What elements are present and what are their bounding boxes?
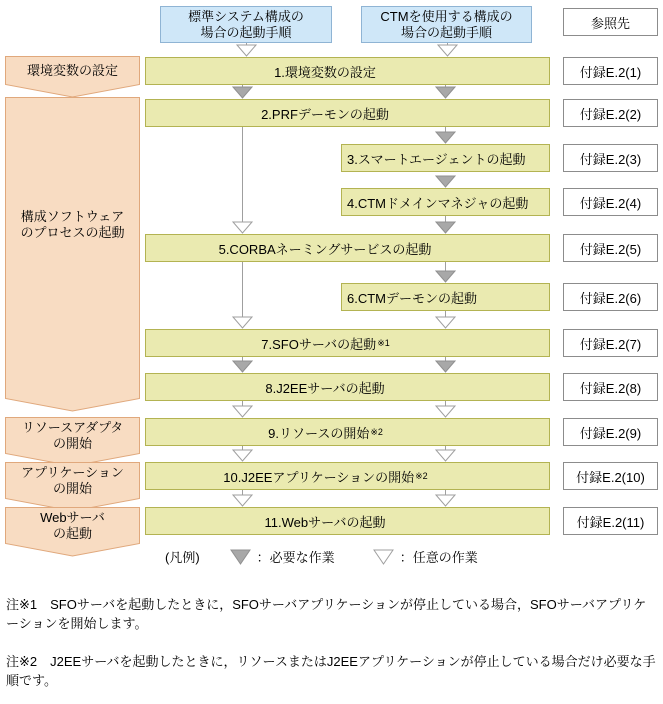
step-ref-7 bbox=[563, 329, 658, 357]
step-ref-11 bbox=[563, 507, 658, 535]
phase-label-line1: アプリケーション bbox=[21, 465, 124, 480]
reference-column-header-label: 参照先 bbox=[590, 15, 630, 31]
step-label: 5.CORBAネーミングサービスの起動 bbox=[218, 241, 432, 257]
step-label: 3.スマートエージェントの起動 bbox=[347, 151, 526, 167]
step-ref-6 bbox=[563, 283, 658, 311]
optional-arrow-icon bbox=[232, 405, 253, 418]
note-2: 注※2 J2EEサーバを起動したときに，リソースまたはJ2EEアプリケーションが停止している場合だけ必要な手順です。 bbox=[6, 654, 656, 688]
column-header-ctm-line2: 場合の起動手順 bbox=[400, 24, 492, 40]
required-arrow-icon bbox=[435, 360, 456, 373]
column-header-standard-line2: 場合の起動手順 bbox=[200, 24, 292, 40]
phase-web-server-start bbox=[5, 507, 140, 557]
ref-label: 付録E.2(1) bbox=[579, 64, 642, 80]
ref-label: 付録E.2(4) bbox=[579, 195, 642, 211]
step-ref-1 bbox=[563, 57, 658, 85]
step-label: 8.J2EEサーバの起動 bbox=[265, 380, 385, 396]
optional-arrow-icon bbox=[435, 405, 456, 418]
connector-line bbox=[242, 127, 243, 223]
step-note-sup: ※1 bbox=[377, 337, 390, 348]
note-1: 注※1 SFOサーバを起動したときに，SFOサーバアプリケーションが停止している場合，SFOサーバアプリケーションを開始します。 bbox=[6, 597, 647, 631]
step-ref-3 bbox=[563, 144, 658, 172]
reference-column-header bbox=[563, 8, 658, 36]
optional-arrow-icon bbox=[236, 44, 257, 57]
column-header-standard-line1: 標準システム構成の bbox=[188, 8, 304, 24]
ref-label: 付録E.2(9) bbox=[579, 425, 642, 441]
legend-title: (凡例) bbox=[165, 550, 200, 565]
step-box-3 bbox=[341, 144, 550, 172]
optional-arrow-icon bbox=[232, 449, 253, 462]
step-label: 6.CTMデーモンの起動 bbox=[347, 290, 478, 306]
step-ref-2 bbox=[563, 99, 658, 127]
phase-software-process-start bbox=[5, 97, 140, 412]
step-box-11 bbox=[145, 507, 550, 535]
step-label: 11.Webサーバの起動 bbox=[264, 514, 386, 530]
ref-label: 付録E.2(6) bbox=[579, 290, 642, 306]
legend bbox=[163, 547, 480, 566]
required-arrow-icon bbox=[435, 221, 456, 234]
required-arrow-icon bbox=[232, 360, 253, 373]
phase-label bbox=[5, 209, 140, 241]
step-box-9 bbox=[145, 418, 550, 446]
phase-label-line2: の開始 bbox=[52, 436, 92, 451]
optional-arrow-icon bbox=[435, 449, 456, 462]
step-label: 9.リソースの開始 bbox=[268, 425, 370, 441]
phase-label-line1: 構成ソフトウェア bbox=[20, 209, 125, 224]
connector-line bbox=[242, 262, 243, 318]
phase-label-line1: リソースアダプタ bbox=[21, 420, 124, 435]
phase-label-line2: の起動 bbox=[52, 526, 92, 541]
step-box-5 bbox=[145, 234, 550, 262]
phase-label bbox=[5, 510, 140, 542]
step-ref-5 bbox=[563, 234, 658, 262]
ref-label: 付録E.2(5) bbox=[579, 241, 642, 257]
ref-label: 付録E.2(11) bbox=[576, 514, 645, 530]
step-box-1 bbox=[145, 57, 550, 85]
column-header-ctm bbox=[361, 6, 532, 43]
required-arrow-icon bbox=[232, 86, 253, 99]
optional-arrow-icon bbox=[435, 494, 456, 507]
ref-label: 付録E.2(2) bbox=[579, 106, 642, 122]
step-box-4 bbox=[341, 188, 550, 216]
ref-label: 付録E.2(8) bbox=[579, 380, 642, 396]
step-label: 4.CTMドメインマネジャの起動 bbox=[347, 195, 529, 211]
footnotes bbox=[6, 595, 658, 704]
step-box-7 bbox=[145, 329, 550, 357]
required-arrow-icon bbox=[435, 86, 456, 99]
phase-label-line1: Webサーバ bbox=[40, 510, 105, 525]
step-box-2 bbox=[145, 99, 550, 127]
phase-label bbox=[5, 420, 140, 452]
ref-label: 付録E.2(10) bbox=[576, 469, 645, 485]
legend-required-label: ：必要な作業 bbox=[256, 550, 335, 565]
phase-resource-adapter-start bbox=[5, 417, 140, 467]
step-box-10 bbox=[145, 462, 550, 490]
optional-arrow-icon bbox=[373, 549, 394, 565]
legend-optional-label: ：任意の作業 bbox=[399, 550, 478, 565]
column-header-standard bbox=[160, 6, 332, 43]
step-label: 10.J2EEアプリケーションの開始 bbox=[223, 469, 415, 485]
phase-label bbox=[5, 465, 140, 497]
step-label: 7.SFOサーバの起動 bbox=[261, 336, 377, 352]
step-box-8 bbox=[145, 373, 550, 401]
step-note-sup: ※2 bbox=[415, 470, 428, 481]
required-arrow-icon bbox=[435, 270, 456, 283]
optional-arrow-icon bbox=[232, 494, 253, 507]
phase-application-start bbox=[5, 462, 140, 512]
step-ref-10 bbox=[563, 462, 658, 490]
step-ref-8 bbox=[563, 373, 658, 401]
phase-label: 環境変数の設定 bbox=[26, 63, 118, 78]
step-label: 1.環境変数の設定 bbox=[274, 64, 376, 80]
step-label: 2.PRFデーモンの起動 bbox=[261, 106, 389, 122]
step-ref-9 bbox=[563, 418, 658, 446]
ref-label: 付録E.2(7) bbox=[579, 336, 642, 352]
optional-arrow-icon bbox=[437, 44, 458, 57]
phase-label-line2: の開始 bbox=[52, 481, 92, 496]
step-box-6 bbox=[341, 283, 550, 311]
phase-label-line2: のプロセスの起動 bbox=[20, 225, 125, 240]
column-header-ctm-line1: CTMを使用する構成の bbox=[380, 8, 513, 24]
optional-arrow-icon bbox=[232, 316, 253, 329]
optional-arrow-icon bbox=[232, 221, 253, 234]
phase-env-setup bbox=[5, 56, 140, 98]
required-arrow-icon bbox=[435, 175, 456, 188]
ref-label: 付録E.2(3) bbox=[579, 151, 642, 167]
step-ref-4 bbox=[563, 188, 658, 216]
optional-arrow-icon bbox=[435, 316, 456, 329]
required-arrow-icon bbox=[435, 131, 456, 144]
step-note-sup: ※2 bbox=[370, 426, 383, 437]
required-arrow-icon bbox=[230, 549, 251, 565]
